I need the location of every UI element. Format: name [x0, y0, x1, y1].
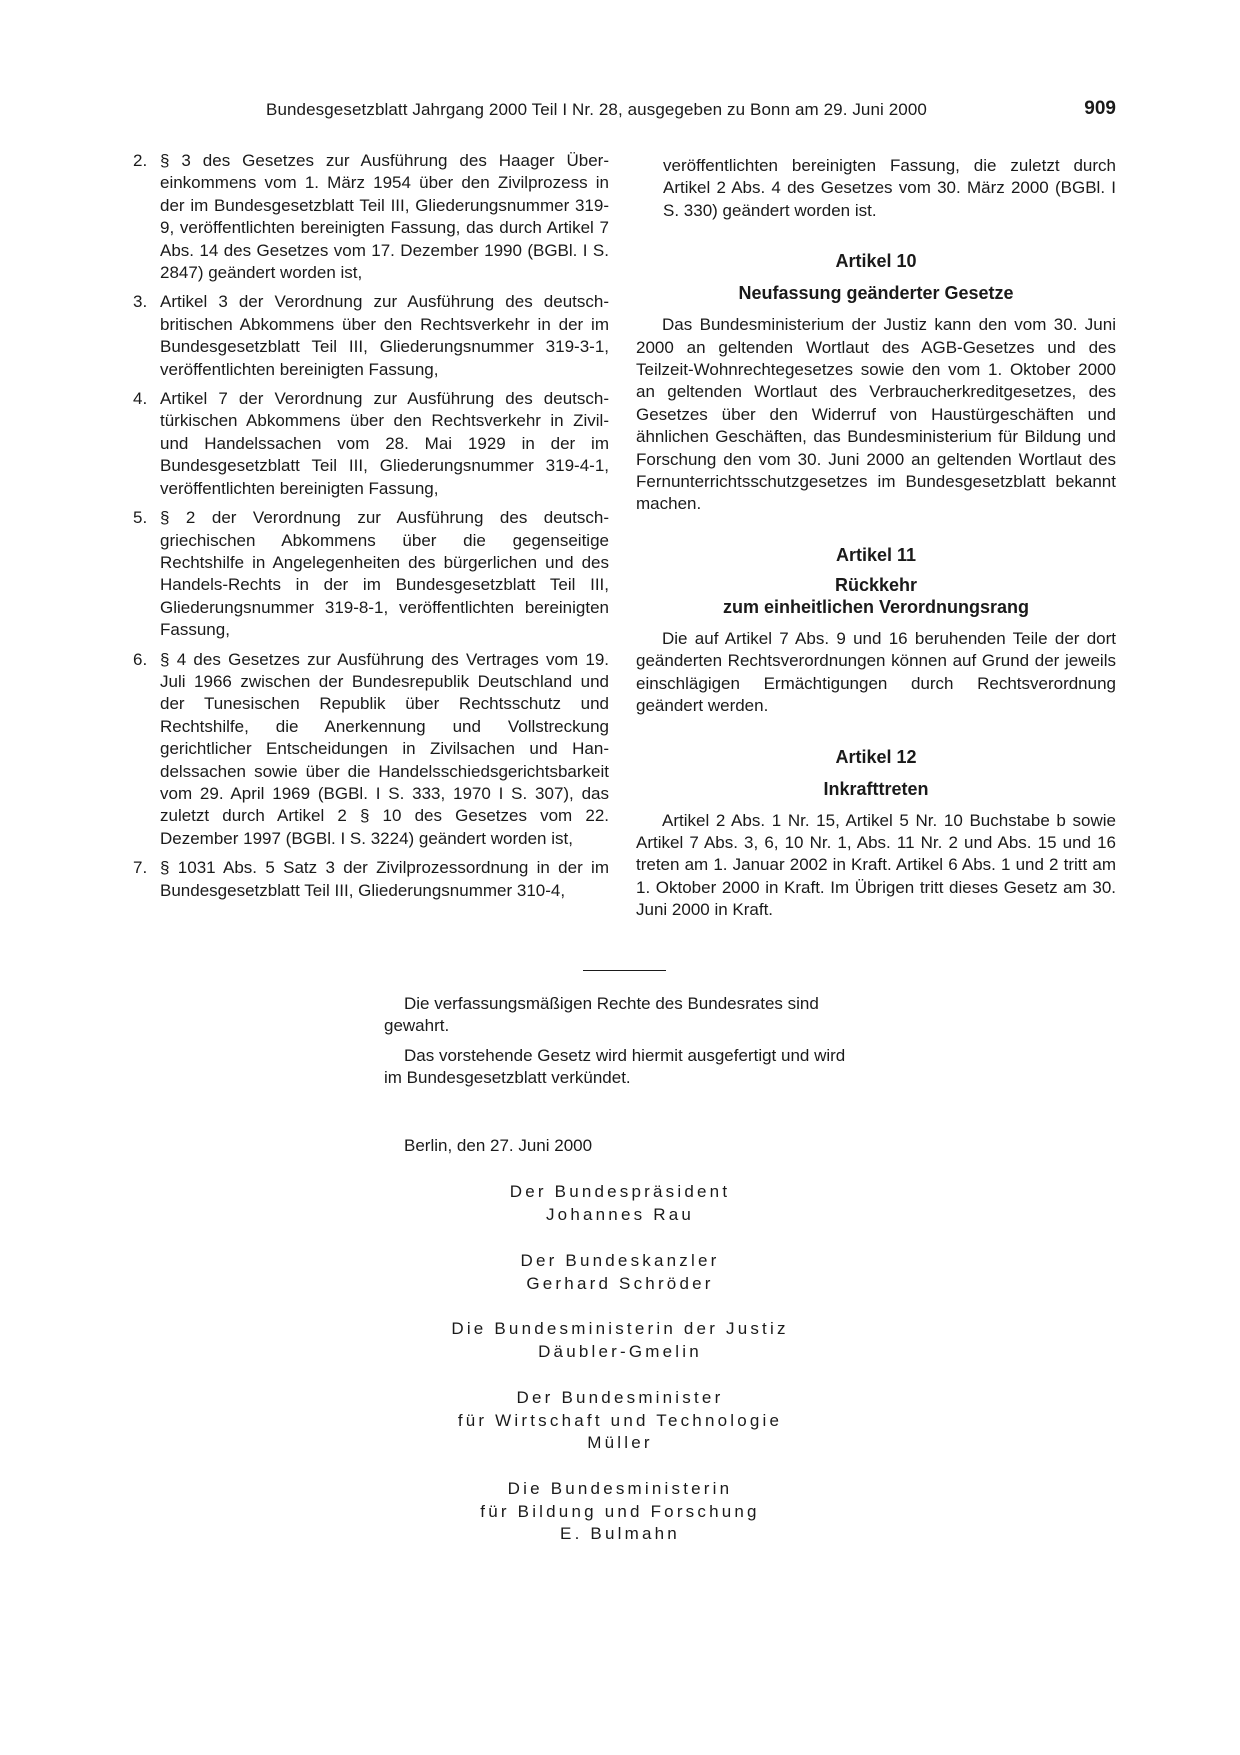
list-item	[133, 388, 609, 500]
signatory-title: Der Bundeskanzler	[520, 1251, 720, 1270]
right-column	[636, 155, 1116, 922]
item-number: 5.	[133, 508, 148, 528]
signatory-name: Gerhard Schröder	[526, 1273, 714, 1293]
item-number: 3.	[133, 292, 148, 312]
list-item	[133, 649, 609, 851]
list-item	[133, 150, 609, 284]
left-column	[133, 150, 609, 909]
article-11-heading: Artikel 11	[835, 544, 917, 565]
item-number: 4.	[133, 389, 148, 409]
closing-statement	[384, 993, 864, 1097]
item-text: § 1031 Abs. 5 Satz 3 der Zivilprozessordnung in der im Bundesgesetzblatt Teil III, Gliederungsnummer 310-4,	[160, 858, 609, 900]
amendment-list	[133, 150, 609, 902]
signatory-title: Der Bundespräsident	[509, 1182, 731, 1201]
article-10-title: Neufassung geänderter Gesetze	[738, 283, 1014, 304]
signatory-department: für Wirtschaft und Technologie	[457, 1410, 783, 1430]
signatory-block	[370, 1250, 870, 1295]
signatory-name: Müller	[587, 1433, 653, 1452]
list-item	[133, 507, 609, 641]
article-10-heading: Artikel 10	[835, 251, 917, 272]
item-text: § 2 der Verordnung zur Ausführung des deutsch-griechischen Abkommens über die gegenseitige Rechtshilfe in Angelegenheiten des bürgerlichen und des Handels-Rechts in der im Bundesgesetzblatt Teil III, Gliederungsnummer 319-8-1, veröffentlichten bereinigten Fassung,	[160, 508, 609, 640]
item-number: 2.	[133, 151, 148, 170]
item-text: § 4 des Gesetzes zur Ausführung des Vertrages vom 19. Juli 1966 zwischen der Bundesrepublik Deutschland und der Tunesischen Republik über Rechtsschutz und Rechtshilfe, die Anerkennung und Vollstreckung gerichtlicher Entscheidungen in Zivilsachen und Handelssachen sowie über die Handelsschiedsgerichtsbarkeit vom 29. April 1969 (BGBl. I S. 333, 1970 I S. 307), das zuletzt durch Artikel 2 § 10 des Gesetzes vom 22. Dezember 1997 (BGBl. I S. 3224) geändert worden ist,	[160, 649, 609, 848]
section-divider	[583, 970, 666, 971]
closing-paragraph-1: Die verfassungsmäßigen Rechte des Bundesrates sind gewahrt.	[384, 994, 819, 1036]
signatory-title: Der Bundesminister	[516, 1388, 724, 1407]
signatory-block	[370, 1387, 870, 1455]
article-12-heading: Artikel 12	[835, 746, 917, 767]
list-item	[133, 857, 609, 902]
signatory-block	[370, 1318, 870, 1363]
item-text: § 3 des Gesetzes zur Ausführung des Haager Übereinkommens vom 1. März 1954 über den Zivilprozess in der im Bundesgesetzblatt Teil III, Gliederungsnummer 319-9, veröffentlichten bereinigten Fassung, das durch Artikel 7 Abs. 14 des Gesetzes vom 17. Dezember 1990 (BGBl. I S. 2847) geändert worden ist,	[160, 151, 609, 283]
page-header	[266, 100, 1116, 128]
signatory-title: Die Bundesministerin	[507, 1479, 733, 1498]
list-item	[133, 291, 609, 381]
article-11-title-line1: Rückkehr	[834, 574, 918, 595]
page-number: 909	[1084, 98, 1116, 119]
article-11-text: Die auf Artikel 7 Abs. 9 und 16 beruhenden Teile der dort geänderten Rechtsverordnungen können auf Grund der jeweils einschlägigen Ermächtigungen durch Rechtsverordnung geändert werden.	[636, 628, 1116, 716]
signatory-name: Johannes Rau	[545, 1204, 695, 1224]
item-number: 6.	[133, 649, 148, 669]
place-date: Berlin, den 27. Juni 2000	[404, 1136, 593, 1155]
closing-paragraph-2: Das vorstehende Gesetz wird hiermit ausgefertigt und wird im Bundesgesetzblatt verkündet.	[384, 1045, 846, 1088]
header-title: Bundesgesetzblatt Jahrgang 2000 Teil I Nr. 28, ausgegeben zu Bonn am 29. Juni 2000	[266, 100, 927, 119]
signatory-department: für Bildung und Forschung	[480, 1501, 760, 1521]
item-text: Artikel 3 der Verordnung zur Ausführung des deutsch-britischen Abkommens über den Rechtsverkehr in der im Bundesgesetzblatt Teil III, Gliederungsnummer 319-3-1, veröffentlichten bereinigten Fassung,	[160, 292, 609, 379]
article-12-text: Artikel 2 Abs. 1 Nr. 15, Artikel 5 Nr. 10 Buchstabe b sowie Artikel 7 Abs. 3, 6, 10 Nr. 1, Abs. 11 Nr. 2 und Abs. 15 und 16 treten am 1. Januar 2002 in Kraft. Artikel 6 Abs. 1 und 2 tritt am 1. Oktober 2000 in Kraft. Im Übrigen tritt dieses Gesetz am 30. Juni 2000 in Kraft.	[636, 810, 1116, 920]
article-10-text: Das Bundesministerium der Justiz kann den vom 30. Juni 2000 an geltenden Wortlaut des AGB-Gesetzes und des Teilzeit-Wohnrechtegesetzes sowie den vom 1. Oktober 2000 an geltenden Wortlaut des Verbraucherkreditgesetzes, des Gesetzes über den Widerruf von Haustürgeschäften und ähnlichen Geschäften, das Bundesministerium für Bildung und Forschung den vom 30. Juni 2000 an geltenden Wortlaut des Fernunterrichtsschutzgesetzes im Bundesgesetzblatt bekannt machen.	[636, 315, 1116, 514]
article-12-title: Inkrafttreten	[823, 778, 929, 799]
item-number: 7.	[133, 858, 148, 878]
signatory-name: Däubler-Gmelin	[538, 1341, 702, 1361]
article-11-title-line2: zum einheitlichen Verordnungsrang	[722, 596, 1030, 617]
item-text: Artikel 7 der Verordnung zur Ausführung des deutsch-türkischen Abkommens über den Rechtsverkehr in Zivil- und Handelssachen vom 28. Mai 1929 in der im Bundesgesetzblatt Teil III, Gliederungsnummer 319-4-1, veröffentlichten bereinigten Fassung,	[160, 389, 609, 498]
signatory-name: E. Bulmahn	[560, 1524, 680, 1543]
signatory-title: Die Bundesministerin der Justiz	[451, 1319, 789, 1338]
signatory-block	[370, 1478, 870, 1546]
continuation-text: veröffentlichten bereinigten Fassung, die zuletzt durch Artikel 2 Abs. 4 des Gesetzes vom 30. März 2000 (BGBl. I S. 330) geändert worden ist.	[663, 156, 1116, 220]
signatory-block	[370, 1181, 870, 1226]
